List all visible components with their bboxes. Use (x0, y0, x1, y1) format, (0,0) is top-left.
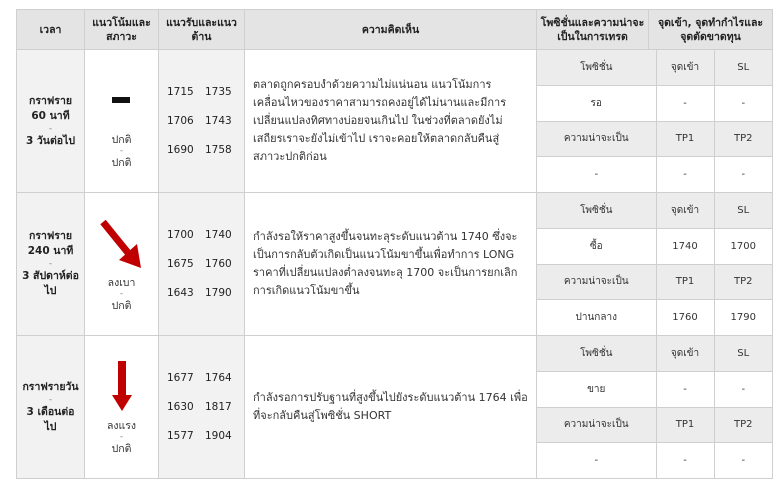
resistance-level: 1790 (205, 287, 232, 299)
resistance-level: 1735 (205, 86, 232, 98)
entry-value: - (656, 372, 714, 408)
tp2-label: TP2 (714, 121, 772, 157)
resistance-level: 1764 (205, 372, 232, 384)
position-cell (537, 193, 773, 336)
timeframe-cell (17, 50, 85, 193)
tp2-label: TP2 (714, 407, 772, 443)
support-level: 1715 (167, 86, 194, 98)
tp1-label: TP1 (656, 407, 714, 443)
tp2-value: 1790 (730, 312, 756, 323)
comment-cell: กำลังรอให้ราคาสูงขึ้นจนทะลุระดับแนวต้าน 1740 ซึ่งจะเป็นการกลับตัวเกิดเป็นแนวโน้มขาขึ้นเพื่อทำการ LONG ราคาที่เปลี่ยนแปลงต่ำลงจนทะลุ 1700 จะเป็นการยกเลิกการเกิดแนวโน้มขาขึ้น (245, 193, 537, 336)
probability-label: ความน่าจะเป็น (537, 264, 656, 300)
comment-cell: ตลาดถูกครอบงำด้วยความไม่แน่นอน แนวโน้มการเคลื่อนไหวของราคาสามารถคงอยู่ได้ไม่นานและมีการเปลี่ยนแปลงทิศทางบ่อยจนเกินไป ในช่วงที่ตลาดยังไม่เสถียรเราจะยังไม่เข้าไป เราจะคอยให้ตลาดกลับคืนสู่สภาวะปกติก่อน (245, 50, 537, 193)
sl-value: - (714, 372, 772, 408)
trend-strength: ลงแรง (106, 419, 137, 432)
probability-label: ความน่าจะเป็น (537, 407, 656, 443)
resistance-level: 1740 (205, 229, 232, 241)
entry-label: จุดเข้า (656, 336, 714, 372)
timeframe-cell (17, 336, 85, 479)
resistance-level: 1904 (205, 430, 232, 442)
timeframe-label: กราฟราย (28, 230, 72, 242)
header-comment: ความคิดเห็น (245, 10, 537, 50)
probability-label: ความน่าจะเป็น (537, 121, 656, 157)
table-row (17, 193, 773, 336)
tp1-value: 1760 (656, 300, 714, 336)
tp1-label: TP1 (656, 264, 714, 300)
position-value: ซื้อ (537, 229, 656, 265)
tp2-label: TP2 (714, 264, 772, 300)
level-pair (167, 78, 244, 107)
support-level: 1630 (167, 401, 194, 413)
sl-value: 1700 (714, 229, 772, 265)
sl-label: SL (714, 193, 772, 229)
level-pair (167, 422, 244, 451)
separator: - (119, 431, 124, 442)
header-time: เวลา (17, 10, 85, 50)
position-value: ขาย (537, 372, 656, 408)
sl-label: SL (714, 336, 772, 372)
separator: - (48, 123, 53, 134)
level-pair (167, 393, 244, 422)
support-level: 1643 (167, 287, 194, 299)
resistance-level: 1760 (205, 258, 232, 270)
level-pair (167, 221, 244, 250)
arrow-down-icon (85, 359, 158, 415)
separator: - (48, 394, 53, 405)
entry-label: จุดเข้า (656, 50, 714, 86)
table-row (17, 50, 773, 193)
position-cell (537, 336, 773, 479)
header-position: โพซิชั่นและความน่าจะเป็นในการเทรด (537, 10, 649, 50)
dash-icon (85, 73, 158, 129)
level-pair (167, 136, 244, 165)
probability-value: - (537, 443, 656, 479)
resistance-level: 1817 (205, 401, 232, 413)
table-row (17, 336, 773, 479)
position-grid (537, 50, 772, 192)
sl-label: SL (714, 50, 772, 86)
support-level: 1690 (167, 144, 194, 156)
probability-value: - (537, 157, 656, 193)
entry-label: จุดเข้า (656, 193, 714, 229)
horizon-label: 3 เดือนต่อไป (26, 405, 75, 433)
header-levels: แนวรับและแนวต้าน (159, 10, 245, 50)
tp1-value: - (656, 443, 714, 479)
volatility-state: ปกติ (111, 156, 132, 169)
timeframe-cell (17, 193, 85, 336)
separator: - (119, 145, 124, 156)
level-pair (167, 279, 244, 308)
trend-strength: ปกติ (111, 133, 132, 146)
entry-value: 1740 (656, 229, 714, 265)
level-pair (167, 364, 244, 393)
horizon-label: 3 วันต่อไป (25, 134, 76, 147)
timeframe-label: 60 นาที (31, 109, 70, 122)
separator: - (48, 259, 53, 269)
support-level: 1675 (167, 258, 194, 270)
level-pair (167, 250, 244, 279)
entry-value: - (656, 86, 714, 122)
tp2-value: - (741, 455, 746, 466)
trend-cell (85, 193, 159, 336)
resistance-level: 1743 (205, 115, 232, 127)
sl-value: - (714, 86, 772, 122)
support-level: 1577 (167, 430, 194, 442)
header-row (17, 10, 773, 50)
separator: - (119, 288, 124, 299)
levels-cell (159, 193, 245, 336)
header-trend: แนวโน้มและสภาวะ (85, 10, 159, 50)
volatility-state: ปกติ (111, 299, 132, 312)
levels-cell (159, 336, 245, 479)
position-value: รอ (537, 86, 656, 122)
timeframe-label: กราฟรายวัน (22, 380, 79, 393)
support-level: 1677 (167, 372, 194, 384)
trend-cell (85, 336, 159, 479)
resistance-level: 1758 (205, 144, 232, 156)
tp1-value: - (656, 157, 714, 193)
position-grid (537, 336, 772, 478)
level-pair (167, 107, 244, 136)
trend-strength: ลงเบา (107, 276, 136, 289)
horizon-label: 3 สัปดาห์ต่อไป (22, 270, 79, 297)
support-level: 1706 (167, 115, 194, 127)
trading-signals-table (16, 9, 773, 479)
volatility-state: ปกติ (111, 442, 132, 455)
levels-cell (159, 50, 245, 193)
tp1-label: TP1 (656, 121, 714, 157)
timeframe-label: กราฟราย (28, 94, 72, 107)
position-label: โพซิชั่น (537, 193, 656, 229)
position-label: โพซิชั่น (537, 50, 656, 86)
comment-cell: กำลังรอการปรับฐานที่สูงขึ้นไปยังระดับแนวต้าน 1764 เพื่อที่จะกลับคืนสู่โพซิชั่น SHORT (245, 336, 537, 479)
arrow-down-right-icon (85, 216, 158, 272)
header-entry: จุดเข้า, จุดทำกำไรและจุดตัดขาดทุน (649, 10, 773, 50)
position-cell (537, 50, 773, 193)
tp2-value: - (741, 169, 746, 180)
probability-value: ปานกลาง (537, 300, 656, 336)
support-level: 1700 (167, 229, 194, 241)
position-label: โพซิชั่น (537, 336, 656, 372)
trend-cell (85, 50, 159, 193)
position-grid (537, 193, 772, 335)
timeframe-label: 240 นาที (27, 245, 74, 257)
